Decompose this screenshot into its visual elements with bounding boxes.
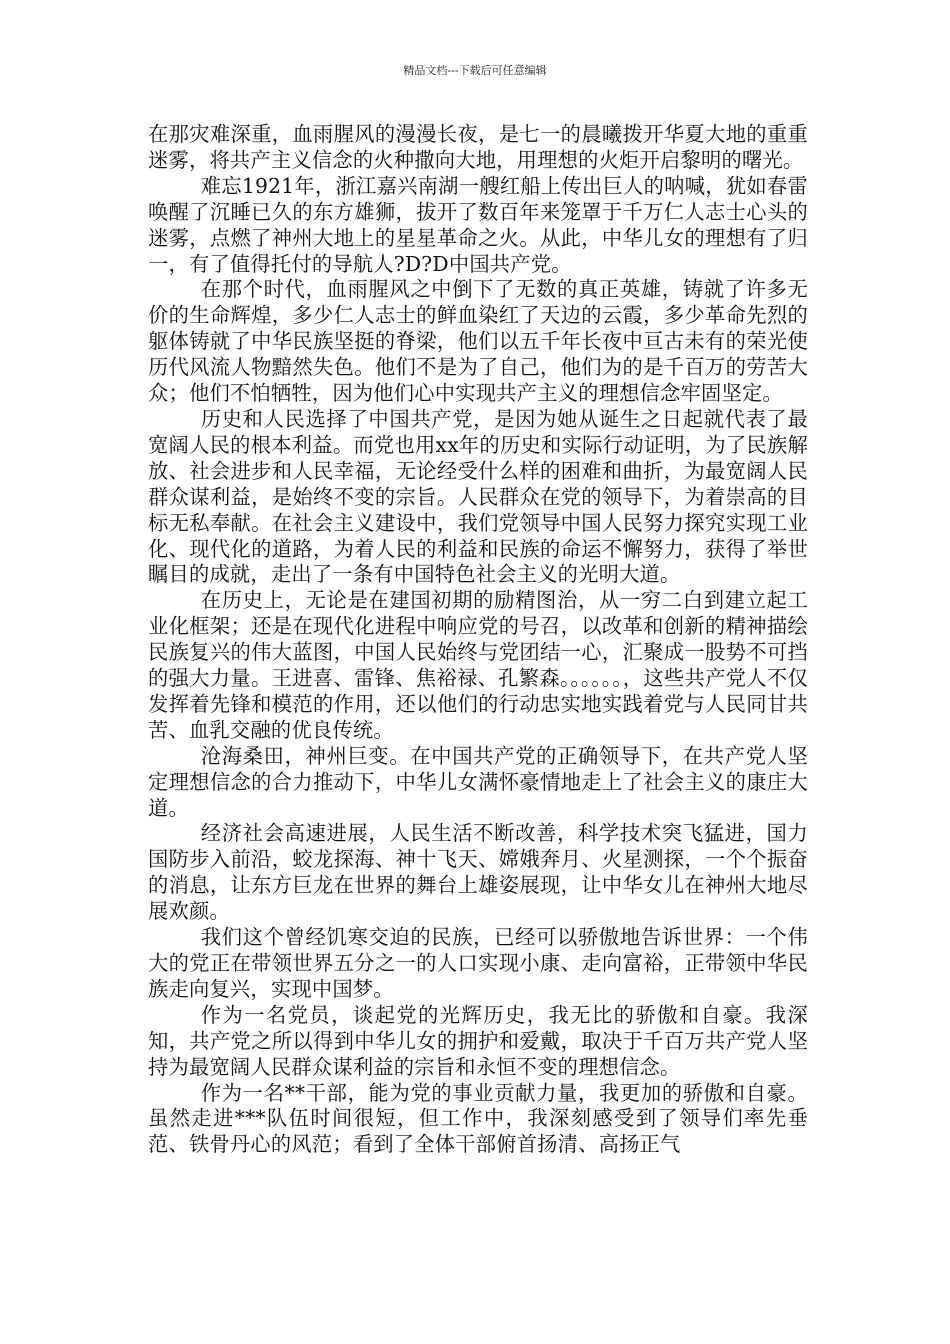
page-header: 精品文档---下载后可任意编辑 [403,64,547,77]
document-body [148,122,808,1158]
paragraph: 历史和人民选择了中国共产党，是因为她从诞生之日起就代表了最宽阔人民的根本利益。而党也用xx年的历史和实际行动证明，为了民族解放、社会进步和人民幸福，无论经受什么样的困难和曲折，为最宽阔人民群众谋利益，是始终不变的宗旨。人民群众在党的领导下，为着崇高的目标无私奉献。在社会主义建设中，我们党领导中国人民努力探究实现工业化、现代化的道路，为着人民的利益和民族的命运不懈努力，获得了举世瞩目的成就，走出了一条有中国特色社会主义的光明大道。 [148,406,808,587]
paragraph: 在那个时代，血雨腥风之中倒下了无数的真正英雄，铸就了许多无价的生命辉煌，多少仁人志士的鲜血染红了天边的云霞，多少革命先烈的躯体铸就了中华民族坚挺的脊梁，他们以五千年长夜中亘古未有的荣光使历代风流人物黯然失色。他们不是为了自己，他们为的是千百万的劳苦大众；他们不怕牺牲，因为他们心中实现共产主义的理想信念牢固坚定。 [148,277,808,406]
paragraph: 难忘1921年，浙江嘉兴南湖一艘红船上传出巨人的呐喊，犹如春雷唤醒了沉睡已久的东方雄狮，拔开了数百年来笼罩于千万仁人志士心头的迷雾，点燃了神州大地上的星星革命之火。从此，中华儿女的理想有了归一，有了值得托付的导航人?D?D中国共产党。 [148,173,808,276]
paragraph: 我们这个曾经饥寒交迫的民族，已经可以骄傲地告诉世界：一个伟大的党正在带领世界五分之一的人口实现小康、走向富裕，正带领中华民族走向复兴，实现中国梦。 [148,925,808,1001]
paragraph: 作为一名**干部，能为党的事业贡献力量，我更加的骄傲和自豪。虽然走进***队伍时间很短，但工作中，我深刻感受到了领导们率先垂范、铁骨丹心的风范；看到了全体干部俯首扬清、高扬正气 [148,1080,808,1157]
paragraph: 经济社会高速进展，人民生活不断改善，科学技术突飞猛进，国力国防步入前沿，蛟龙探海、神十飞天、嫦娥奔月、火星测探，一个个振奋的消息，让东方巨龙在世界的舞台上雄姿展现，让中华女儿在神州大地尽展欢颜。 [148,821,808,924]
paragraph: 沧海桑田，神州巨变。在中国共产党的正确领导下，在共产党人坚定理想信念的合力推动下，中华儿女满怀豪情地走上了社会主义的康庄大道。 [148,743,808,820]
paragraph: 作为一名党员，谈起党的光辉历史，我无比的骄傲和自豪。我深知，共产党之所以得到中华儿女的拥护和爱戴，取决于千百万共产党人坚持为最宽阔人民群众谋利益的宗旨和永恒不变的理想信念。 [148,1002,808,1079]
paragraph: 在那灾难深重，血雨腥风的漫漫长夜，是七一的晨曦拨开华夏大地的重重迷雾，将共产主义信念的火种撒向大地，用理想的火炬开启黎明的曙光。 [148,122,808,172]
paragraph: 在历史上，无论是在建国初期的励精图治，从一穷二白到建立起工业化框架；还是在现代化进程中响应党的号召，以改革和创新的精神描绘民族复兴的伟大蓝图，中国人民始终与党团结一心，汇聚成一股势不可挡的强大力量。王进喜、雷锋、焦裕禄、孔繁森。。。。。。，这些共产党人不仅发挥着先锋和模范的作用，还以他们的行动忠实地实践着党与人民同甘共苦、血乳交融的优良传统。 [148,588,808,742]
